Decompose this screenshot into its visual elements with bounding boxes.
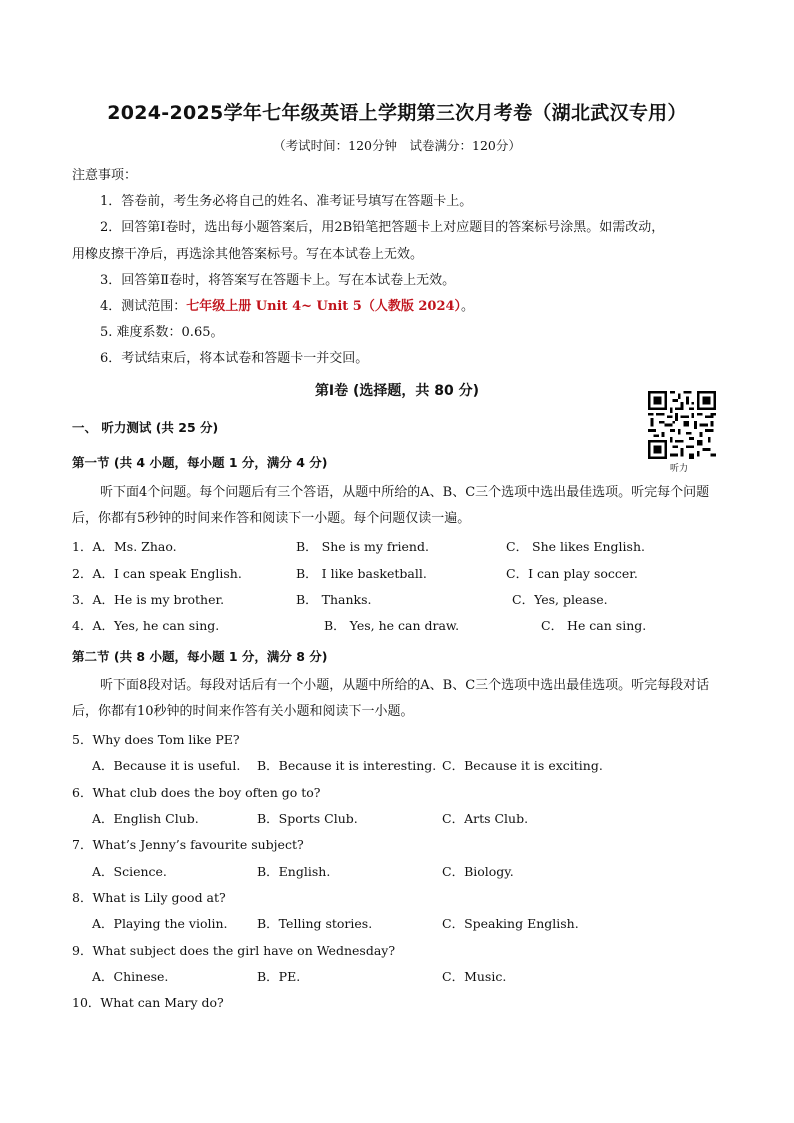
q1-option-c: C． She likes English.	[506, 539, 645, 554]
page-title: 2024-2025学年七年级英语上学期第三次月考卷（湖北武汉专用）	[107, 102, 687, 124]
q5-option-b: B．Because it is interesting.	[257, 758, 437, 773]
note-3: 3．回答第Ⅱ卷时，将答案写在答题卡上。写在本试卷上无效。	[100, 273, 456, 288]
note-1: 1．答卷前，考生务必将自己的姓名、准考证号填写在答题卡上。	[100, 194, 473, 209]
note-4-prefix: 4．测试范围：	[100, 299, 187, 314]
q8-option-a: A．Playing the violin.	[92, 916, 228, 931]
q4-option-c: C． He can sing.	[541, 618, 647, 633]
q8-question: 8．What is Lily good at?	[72, 890, 226, 905]
listening-section-heading: 一、 听力测试 (共 25 分)	[72, 420, 219, 435]
note-5: 5. 难度系数：0.65。	[100, 325, 224, 340]
q3-option-b: B． Thanks.	[296, 592, 372, 607]
part1-heading: 第Ⅰ卷 (选择题，共 80 分)	[314, 383, 480, 399]
qr-label: 听力	[670, 464, 689, 474]
q8-option-b: B．Telling stories.	[257, 916, 373, 931]
q5-option-a: A．Because it is useful.	[92, 758, 241, 773]
section1-instructions: 听下面4个问题。每个问题后有三个答语，从题中所给的A、B、C三个选项中选出最佳选项。听完每个问题后，你都有5秒钟的时间来作答和阅读下一小题。每个问题仅读一遍。	[72, 485, 710, 526]
q3-option-c: C．Yes, please.	[512, 592, 608, 607]
note-4	[100, 295, 474, 314]
exam-time-info: （考试时间：120分钟 试卷满分：120分）	[273, 138, 521, 153]
q5-question: 5．Why does Tom like PE?	[72, 732, 240, 747]
q2-option-b: B． I like basketball.	[296, 566, 427, 581]
q2-option-c: C．I can play soccer.	[506, 566, 638, 581]
note-2a: 2．回答第Ⅰ卷时，选出每小题答案后，用2B铅笔把答题卡上对应题目的答案标号涂黑。如需改动，	[100, 220, 665, 235]
q2-option-a: 2．A．I can speak English.	[72, 566, 242, 581]
q4-option-a: 4．A．Yes, he can sing.	[72, 618, 220, 633]
q7-option-b: B．English.	[257, 864, 331, 879]
q6-question: 6．What club does the boy often go to?	[72, 785, 321, 800]
q7-option-c: C．Biology.	[442, 864, 514, 879]
section2-instructions: 听下面8段对话。每段对话后有一个小题，从题中所给的A、B、C三个选项中选出最佳选项。听完每段对话后，你都有10秒钟的时间来作答有关小题和阅读下一小题。	[72, 678, 710, 719]
q1-option-a: 1．A．Ms. Zhao.	[72, 539, 177, 554]
q7-question: 7．What’s Jenny’s favourite subject?	[72, 837, 304, 852]
q6-option-c: C．Arts Club.	[442, 811, 529, 826]
q6-option-b: B．Sports Club.	[257, 811, 358, 826]
qr-code-icon[interactable]	[648, 391, 716, 459]
q3-option-a: 3．A．He is my brother.	[72, 592, 225, 607]
note-4-suffix: 。	[461, 299, 475, 314]
section2-heading: 第二节 (共 8 小题，每小题 1 分，满分 8 分)	[72, 649, 328, 664]
notes-heading: 注意事项：	[72, 168, 138, 183]
note-6: 6．考试结束后，将本试卷和答题卡一并交回。	[100, 351, 369, 366]
q10-question: 10．What can Mary do?	[72, 995, 224, 1010]
q1-option-b: B． She is my friend.	[296, 539, 429, 554]
q5-option-c: C．Because it is exciting.	[442, 758, 603, 773]
note-2b: 用橡皮擦干净后，再选涂其他答案标号。写在本试卷上无效。	[72, 247, 424, 262]
q8-option-c: C．Speaking English.	[442, 916, 579, 931]
section1-heading: 第一节 (共 4 小题，每小题 1 分，满分 4 分)	[72, 455, 328, 470]
q9-option-c: C．Music.	[442, 969, 507, 984]
q9-option-a: A．Chinese.	[92, 969, 169, 984]
q6-option-a: A．English Club.	[92, 811, 199, 826]
q7-option-a: A．Science.	[92, 864, 167, 879]
q9-question: 9．What subject does the girl have on Wednesday?	[72, 943, 396, 958]
q4-option-b: B． Yes, he can draw.	[324, 618, 460, 633]
test-scope: 七年级上册 Unit 4~ Unit 5（人教版 2024）	[186, 299, 462, 314]
q9-option-b: B．PE.	[257, 969, 301, 984]
